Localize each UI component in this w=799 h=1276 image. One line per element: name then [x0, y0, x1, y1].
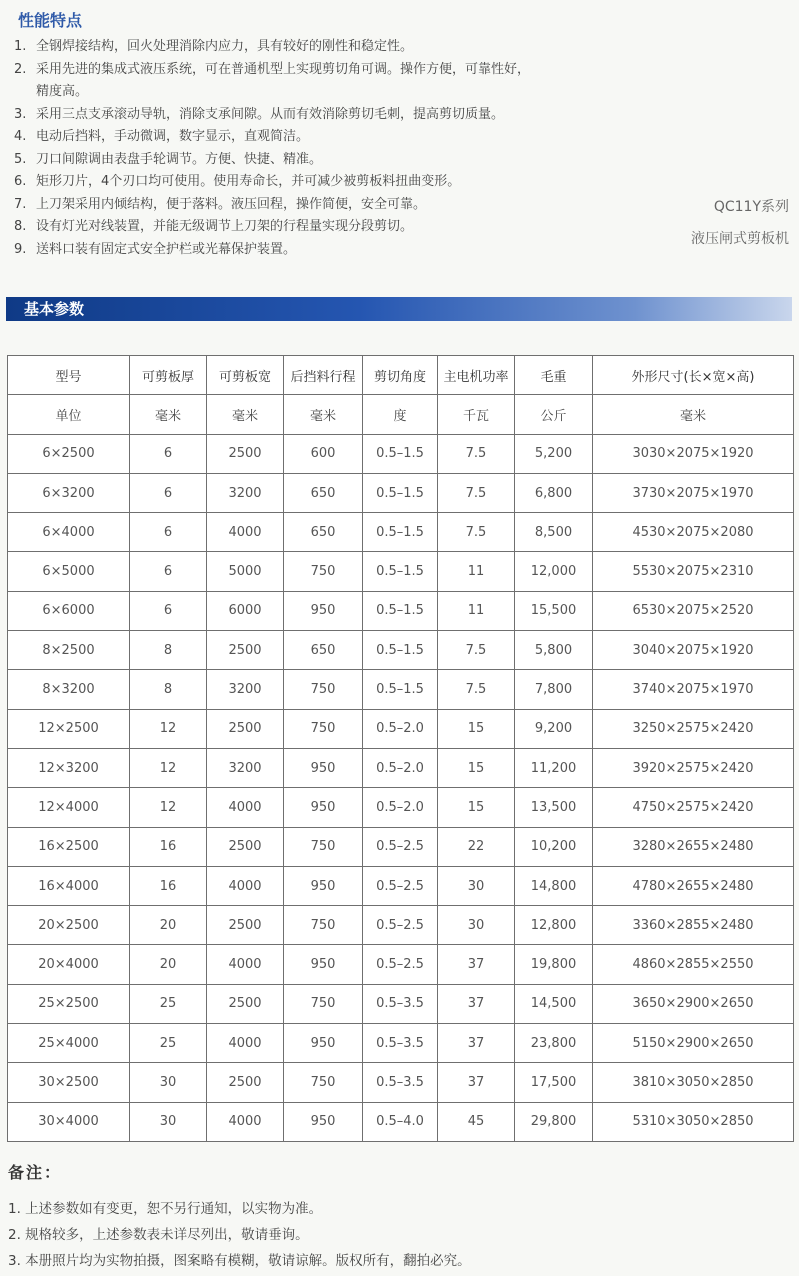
table-cell: 4000: [207, 513, 284, 552]
table-cell: 650: [284, 631, 363, 670]
table-cell: 4530×2075×2080: [593, 513, 794, 552]
table-cell: 4000: [207, 788, 284, 827]
table-row: [8, 906, 794, 945]
feature-item: [14, 36, 534, 59]
table-row: [8, 631, 794, 670]
table-cell: 37: [438, 945, 515, 984]
table-cell: 30×2500: [8, 1063, 130, 1102]
table-cell: 12: [130, 748, 207, 787]
table-row: [8, 748, 794, 787]
table-cell: 0.5–3.5: [363, 1024, 438, 1063]
table-cell: 12×3200: [8, 748, 130, 787]
table-cell: 0.5–1.5: [363, 434, 438, 473]
table-cell: 4000: [207, 866, 284, 905]
feature-number: 4.: [14, 129, 27, 144]
note-item: 1. 上述参数如有变更，恕不另行通知，以实物为准。: [8, 1201, 323, 1217]
table-cell: 2500: [207, 434, 284, 473]
table-row: [8, 1102, 794, 1141]
table-cell: 25×2500: [8, 984, 130, 1023]
table-cell: 950: [284, 945, 363, 984]
table-cell: 0.5–1.5: [363, 631, 438, 670]
table-cell: 37: [438, 984, 515, 1023]
table-cell: 950: [284, 866, 363, 905]
table-cell: 7.5: [438, 434, 515, 473]
table-cell: 750: [284, 1063, 363, 1102]
table-cell: 15,500: [515, 591, 593, 630]
table-cell: 0.5–1.5: [363, 552, 438, 591]
feature-text: 全钢焊接结构，回火处理消除内应力，具有较好的刚性和稳定性。: [36, 39, 414, 54]
table-cell: 16: [130, 866, 207, 905]
table-cell: 6×4000: [8, 513, 130, 552]
unit-cell: 单位: [8, 395, 130, 434]
params-table: [7, 355, 794, 1142]
table-cell: 950: [284, 1102, 363, 1141]
table-cell: 0.5–4.0: [363, 1102, 438, 1141]
table-unit-row: [8, 395, 794, 434]
table-cell: 0.5–2.0: [363, 748, 438, 787]
feature-number: 2.: [14, 61, 27, 77]
unit-cell: 度: [363, 395, 438, 434]
table-cell: 0.5–2.5: [363, 827, 438, 866]
table-cell: 2500: [207, 827, 284, 866]
table-cell: 0.5–2.5: [363, 945, 438, 984]
feature-item: [14, 59, 534, 104]
table-cell: 6×6000: [8, 591, 130, 630]
table-cell: 13,500: [515, 788, 593, 827]
table-cell: 6×3200: [8, 473, 130, 512]
table-cell: 2500: [207, 984, 284, 1023]
table-cell: 30: [438, 906, 515, 945]
unit-cell: 毫米: [130, 395, 207, 434]
table-row: [8, 1063, 794, 1102]
table-cell: 0.5–1.5: [363, 670, 438, 709]
table-row: [8, 552, 794, 591]
table-cell: 3730×2075×1970: [593, 473, 794, 512]
notes-list: [8, 1196, 471, 1274]
table-cell: 23,800: [515, 1024, 593, 1063]
params-banner: [6, 297, 792, 321]
column-header: 毛重: [515, 356, 593, 395]
table-cell: 4750×2575×2420: [593, 788, 794, 827]
table-header-row: [8, 356, 794, 395]
table-cell: 8×3200: [8, 670, 130, 709]
table-cell: 6: [130, 473, 207, 512]
table-cell: 3740×2075×1970: [593, 670, 794, 709]
feature-number: 1.: [14, 39, 27, 54]
unit-cell: 公斤: [515, 395, 593, 434]
column-header: 外形尺寸(长×宽×高): [593, 356, 794, 395]
table-cell: 3200: [207, 748, 284, 787]
table-cell: 4000: [207, 945, 284, 984]
unit-cell: 千瓦: [438, 395, 515, 434]
table-cell: 5,800: [515, 631, 593, 670]
table-cell: 15: [438, 788, 515, 827]
table-cell: 6: [130, 552, 207, 591]
table-cell: 8×2500: [8, 631, 130, 670]
table-cell: 6×2500: [8, 434, 130, 473]
table-cell: 11,200: [515, 748, 593, 787]
table-cell: 9,200: [515, 709, 593, 748]
table-cell: 8,500: [515, 513, 593, 552]
table-cell: 11: [438, 591, 515, 630]
table-cell: 12: [130, 788, 207, 827]
table-cell: 12×2500: [8, 709, 130, 748]
table-cell: 950: [284, 788, 363, 827]
table-cell: 0.5–3.5: [363, 1063, 438, 1102]
feature-item: [14, 194, 534, 217]
table-cell: 15: [438, 709, 515, 748]
table-cell: 750: [284, 552, 363, 591]
table-row: [8, 709, 794, 748]
table-cell: 16×2500: [8, 827, 130, 866]
table-cell: 20×2500: [8, 906, 130, 945]
table-cell: 25: [130, 1024, 207, 1063]
table-cell: 600: [284, 434, 363, 473]
table-cell: 16: [130, 827, 207, 866]
table-cell: 3200: [207, 670, 284, 709]
column-header: 型号: [8, 356, 130, 395]
table-row: [8, 670, 794, 709]
table-row: [8, 473, 794, 512]
column-header: 剪切角度: [363, 356, 438, 395]
table-cell: 5,200: [515, 434, 593, 473]
table-cell: 20: [130, 906, 207, 945]
table-cell: 2500: [207, 631, 284, 670]
table-cell: 30: [130, 1063, 207, 1102]
unit-cell: 毫米: [593, 395, 794, 434]
table-cell: 3650×2900×2650: [593, 984, 794, 1023]
feature-text: 电动后挡料，手动微调，数字显示，直观简洁。: [36, 129, 310, 144]
table-cell: 750: [284, 827, 363, 866]
table-cell: 4000: [207, 1102, 284, 1141]
table-cell: 12,800: [515, 906, 593, 945]
table-cell: 3030×2075×1920: [593, 434, 794, 473]
table-cell: 6×5000: [8, 552, 130, 591]
table-cell: 7,800: [515, 670, 593, 709]
table-cell: 3360×2855×2480: [593, 906, 794, 945]
table-cell: 3810×3050×2850: [593, 1063, 794, 1102]
table-cell: 5530×2075×2310: [593, 552, 794, 591]
feature-number: 9.: [14, 241, 27, 257]
table-cell: 25×4000: [8, 1024, 130, 1063]
table-cell: 11: [438, 552, 515, 591]
table-cell: 37: [438, 1063, 515, 1102]
table-cell: 6: [130, 591, 207, 630]
table-cell: 0.5–1.5: [363, 591, 438, 630]
table-cell: 8: [130, 631, 207, 670]
feature-item: [14, 239, 534, 262]
feature-number: 8.: [14, 219, 27, 234]
table-cell: 2500: [207, 1063, 284, 1102]
table-cell: 12,000: [515, 552, 593, 591]
table-cell: 0.5–2.0: [363, 709, 438, 748]
table-cell: 6530×2075×2520: [593, 591, 794, 630]
table-cell: 0.5–3.5: [363, 984, 438, 1023]
column-header: 可剪板宽: [207, 356, 284, 395]
table-cell: 3920×2575×2420: [593, 748, 794, 787]
table-cell: 3280×2655×2480: [593, 827, 794, 866]
table-cell: 650: [284, 473, 363, 512]
table-cell: 6000: [207, 591, 284, 630]
table-row: [8, 866, 794, 905]
feature-number: 3.: [14, 106, 27, 122]
table-cell: 2500: [207, 709, 284, 748]
table-cell: 6: [130, 513, 207, 552]
table-cell: 37: [438, 1024, 515, 1063]
table-cell: 750: [284, 906, 363, 945]
feature-item: [14, 126, 534, 149]
table-cell: 17,500: [515, 1063, 593, 1102]
table-cell: 6: [130, 434, 207, 473]
table-cell: 2500: [207, 906, 284, 945]
table-cell: 16×4000: [8, 866, 130, 905]
table-row: [8, 513, 794, 552]
table-row: [8, 1024, 794, 1063]
table-cell: 12: [130, 709, 207, 748]
table-cell: 14,800: [515, 866, 593, 905]
feature-text: 矩形刀片，4个刃口均可使用。使用寿命长，并可减少被剪板料扭曲变形。: [36, 174, 461, 189]
feature-text: 采用先进的集成式液压系统，可在普通机型上实现剪切角可调。操作方便，可靠性好，精度高。: [36, 61, 531, 99]
table-cell: 5310×3050×2850: [593, 1102, 794, 1141]
note-item: 3. 本册照片均为实物拍摄，图案略有模糊，敬请谅解。版权所有，翻拍必究。: [8, 1253, 471, 1269]
feature-text: 送料口装有固定式安全护栏或光幕保护装置。: [36, 241, 297, 257]
table-cell: 5000: [207, 552, 284, 591]
table-cell: 25: [130, 984, 207, 1023]
feature-item: [14, 216, 534, 239]
feature-text: 刀口间隙调由表盘手轮调节。方便、快捷、精准。: [36, 151, 323, 167]
feature-text: 上刀架采用内倾结构，便于落料。液压回程，操作简便，安全可靠。: [36, 196, 427, 212]
table-cell: 0.5–1.5: [363, 513, 438, 552]
feature-item: [14, 104, 534, 127]
table-row: [8, 591, 794, 630]
table-cell: 950: [284, 748, 363, 787]
table-cell: 0.5–2.0: [363, 788, 438, 827]
table-cell: 45: [438, 1102, 515, 1141]
table-cell: 10,200: [515, 827, 593, 866]
unit-cell: 毫米: [207, 395, 284, 434]
table-cell: 7.5: [438, 473, 515, 512]
column-header: 后挡料行程: [284, 356, 363, 395]
table-cell: 7.5: [438, 631, 515, 670]
feature-text: 设有灯光对线装置，并能无级调节上刀架的行程量实现分段剪切。: [36, 219, 414, 234]
feature-number: 7.: [14, 196, 27, 212]
table-cell: 7.5: [438, 670, 515, 709]
feature-item: [14, 171, 534, 194]
table-cell: 750: [284, 670, 363, 709]
table-cell: 0.5–2.5: [363, 866, 438, 905]
table-cell: 5150×2900×2650: [593, 1024, 794, 1063]
table-row: [8, 827, 794, 866]
table-cell: 0.5–1.5: [363, 473, 438, 512]
table-cell: 6,800: [515, 473, 593, 512]
table-cell: 22: [438, 827, 515, 866]
notes-title: 备注：: [8, 1163, 63, 1182]
table-cell: 30×4000: [8, 1102, 130, 1141]
table-row: [8, 788, 794, 827]
product-name: 液压闸式剪板机: [691, 231, 789, 247]
table-cell: 8: [130, 670, 207, 709]
feature-number: 6.: [14, 174, 27, 189]
table-cell: 650: [284, 513, 363, 552]
feature-list: [14, 36, 534, 261]
table-row: [8, 434, 794, 473]
column-header: 可剪板厚: [130, 356, 207, 395]
note-item: 2. 规格较多，上述参数表未详尽列出，敬请垂询。: [8, 1227, 309, 1243]
params-title: 基本参数: [24, 300, 85, 318]
product-series: QC11Y系列: [713, 199, 789, 215]
table-cell: 30: [130, 1102, 207, 1141]
table-cell: 3250×2575×2420: [593, 709, 794, 748]
table-cell: 4780×2655×2480: [593, 866, 794, 905]
table-row: [8, 984, 794, 1023]
feature-number: 5.: [14, 151, 27, 167]
table-cell: 30: [438, 866, 515, 905]
table-cell: 0.5–2.5: [363, 906, 438, 945]
table-cell: 950: [284, 591, 363, 630]
feature-text: 采用三点支承滚动导轨，消除支承间隙。从而有效消除剪切毛刺，提高剪切质量。: [36, 106, 505, 122]
unit-cell: 毫米: [284, 395, 363, 434]
table-cell: 15: [438, 748, 515, 787]
table-cell: 7.5: [438, 513, 515, 552]
table-cell: 4860×2855×2550: [593, 945, 794, 984]
table-cell: 3040×2075×1920: [593, 631, 794, 670]
column-header: 主电机功率: [438, 356, 515, 395]
table-cell: 20: [130, 945, 207, 984]
table-cell: 14,500: [515, 984, 593, 1023]
table-cell: 3200: [207, 473, 284, 512]
table-cell: 950: [284, 1024, 363, 1063]
table-row: [8, 945, 794, 984]
table-cell: 19,800: [515, 945, 593, 984]
table-cell: 4000: [207, 1024, 284, 1063]
table-cell: 12×4000: [8, 788, 130, 827]
table-cell: 750: [284, 709, 363, 748]
table-cell: 29,800: [515, 1102, 593, 1141]
table-cell: 20×4000: [8, 945, 130, 984]
feature-item: [14, 149, 534, 172]
table-cell: 750: [284, 984, 363, 1023]
features-title: 性能特点: [18, 11, 83, 30]
